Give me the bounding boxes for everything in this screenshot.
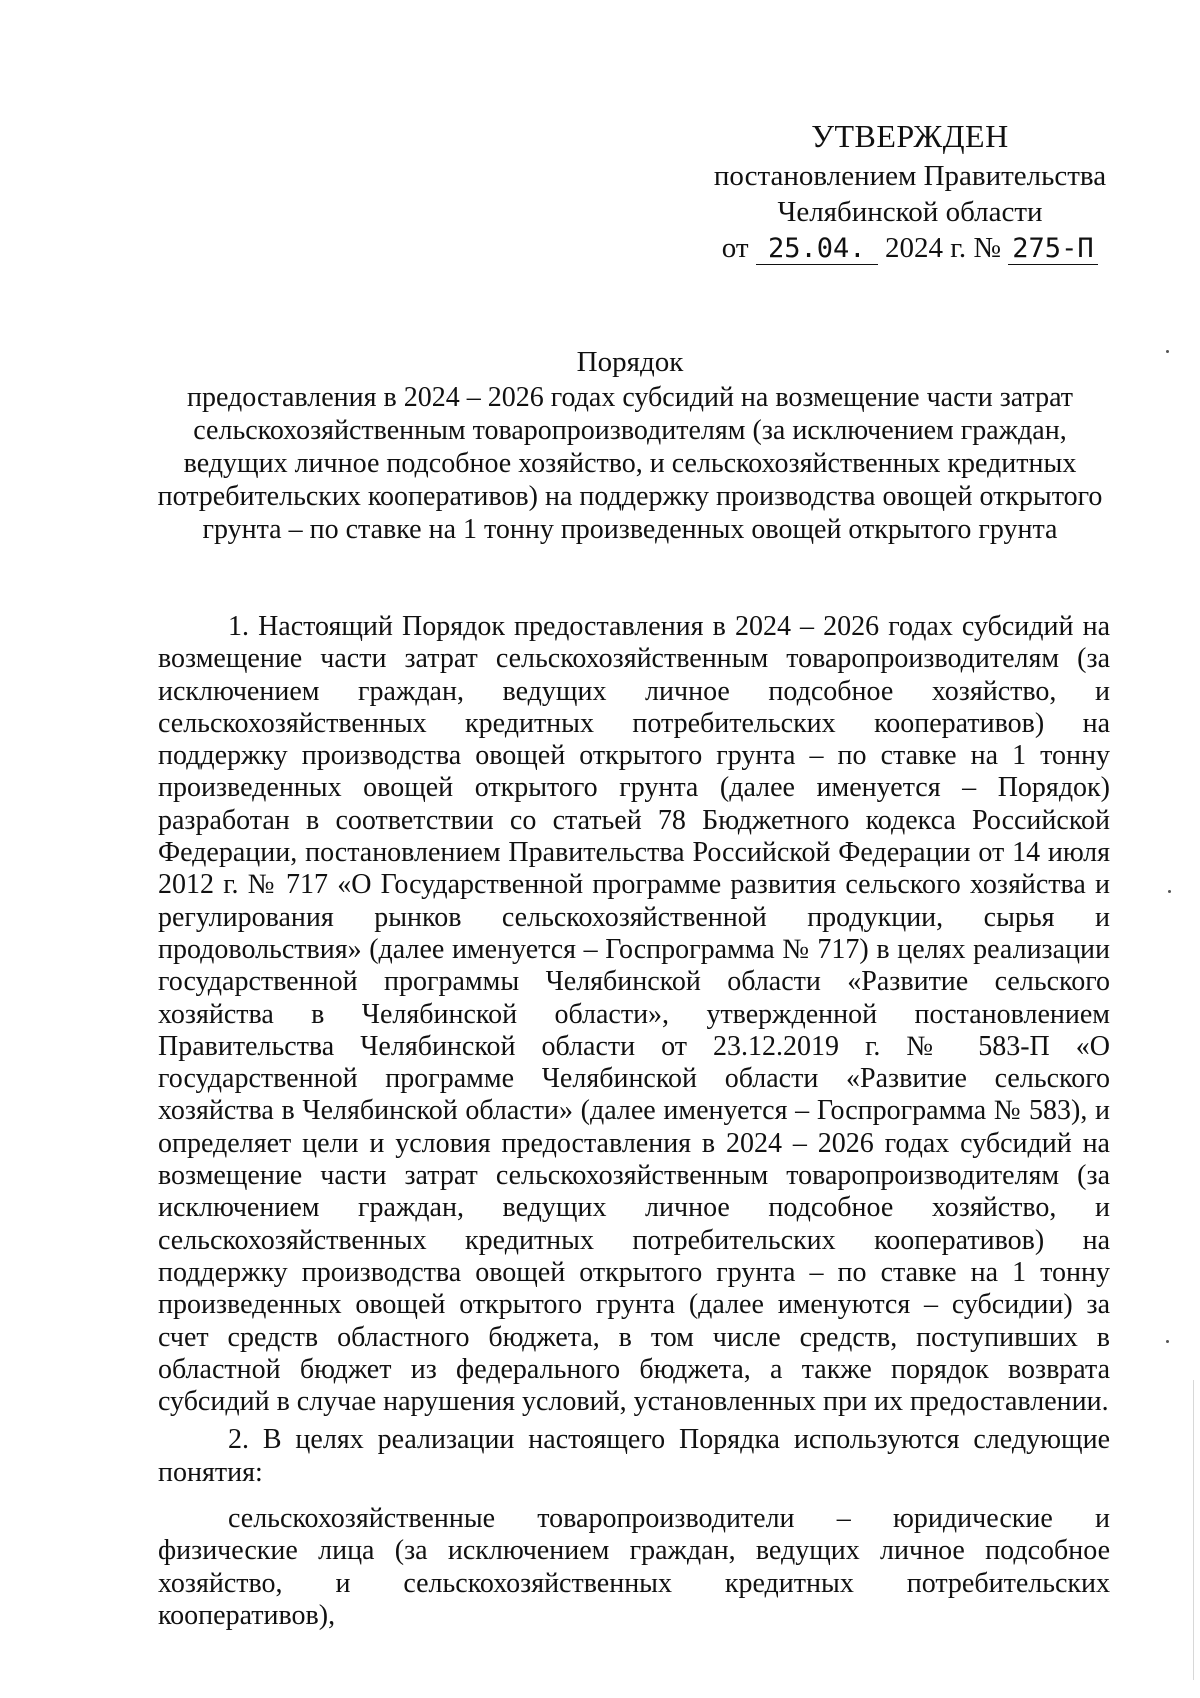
scan-speck <box>1166 350 1169 353</box>
approval-block <box>700 118 1120 266</box>
approval-line-2: Челябинской области <box>777 196 1043 228</box>
document-body <box>158 611 1110 1632</box>
document-title <box>150 346 1110 546</box>
approval-stamp-title: УТВЕРЖДЕН <box>811 118 1009 154</box>
paragraph-definitions: сельскохозяйственные товаропроизводители – юридические и физические лица (за исключением граждан, ведущих личное подсобное хозяйство, и сельскохозяйственных кредитных потребительских кооперативов), <box>158 1503 1110 1631</box>
scan-speck <box>1166 1340 1169 1343</box>
title-line: потребительских кооперативов) на поддержку производства овощей открытого <box>157 481 1103 512</box>
approval-number: 275-П <box>1008 234 1098 265</box>
title-line: грунта – по ставке на 1 тонну произведенных овощей открытого грунта <box>202 514 1058 545</box>
date-prefix: от <box>721 232 749 264</box>
year-suffix: 2024 г. № <box>885 232 1002 264</box>
approval-line-1: постановлением Правительства <box>713 160 1107 192</box>
scan-speck <box>1168 890 1171 893</box>
approval-date: 25.04. <box>756 234 878 265</box>
paragraph-1: 1. Настоящий Порядок предоставления в 2024 – 2026 годах субсидий на возмещение части затрат сельскохозяйственным товаропроизводителям (за исключением граждан, ведущих личное подсобное хозяйство, и сельскохозяйственных кредитных потребительских кооперативов) на поддержку производства овощей открытого грунта – по ставке на 1 тонну произведенных овощей открытого грунта (далее именуется – Порядок) разработан в соответствии со статьей 78 Бюджетного кодекса Российской Федерации, постановлением Правительства Российской Федерации от 14 июля 2012 г. № 717 «О Государственной программе развития сельского хозяйства и регулирования рынков сельскохозяйственной продукции, сырья и продовольствия» (далее именуется – Госпрограмма № 717) в целях реализации государственной программы Челябинской области «Развитие сельского хозяйства в Челябинской области», утвержденной постановлением Правительства Челябинской области от 23.12.2019 г. № 583-П «О государственной программе Челябинской области «Развитие сельского хозяйства в Челябинской области» (далее именуется – Госпрограмма № 583), и определяет цели и условия предоставления в 2024 – 2026 годах субсидий на возмещение части затрат сельскохозяйственным товаропроизводителям (за исключением граждан, ведущих личное подсобное хозяйство, и сельскохозяйственных кредитных потребительских кооперативов) на поддержку производства овощей открытого грунта – по ставке на 1 тонну произведенных овощей открытого грунта (далее именуются – субсидии) за счет средств областного бюджета, в том числе средств, поступивших в областной бюджет из федерального бюджета, а также порядок возврата субсидий в случае нарушения условий, установленных при их предоставлении. <box>158 611 1110 1418</box>
approval-date-line <box>700 230 1120 266</box>
scan-edge-artifact <box>1193 1380 1194 1680</box>
title-heading: Порядок <box>576 346 684 378</box>
title-line: сельскохозяйственным товаропроизводителям (за исключением граждан, <box>193 415 1067 446</box>
title-line: ведущих личное подсобное хозяйство, и сельскохозяйственных кредитных <box>183 448 1077 479</box>
paragraph-2: 2. В целях реализации настоящего Порядка используются следующие понятия: <box>158 1424 1110 1488</box>
title-line: предоставления в 2024 – 2026 годах субсидий на возмещение части затрат <box>186 382 1074 413</box>
